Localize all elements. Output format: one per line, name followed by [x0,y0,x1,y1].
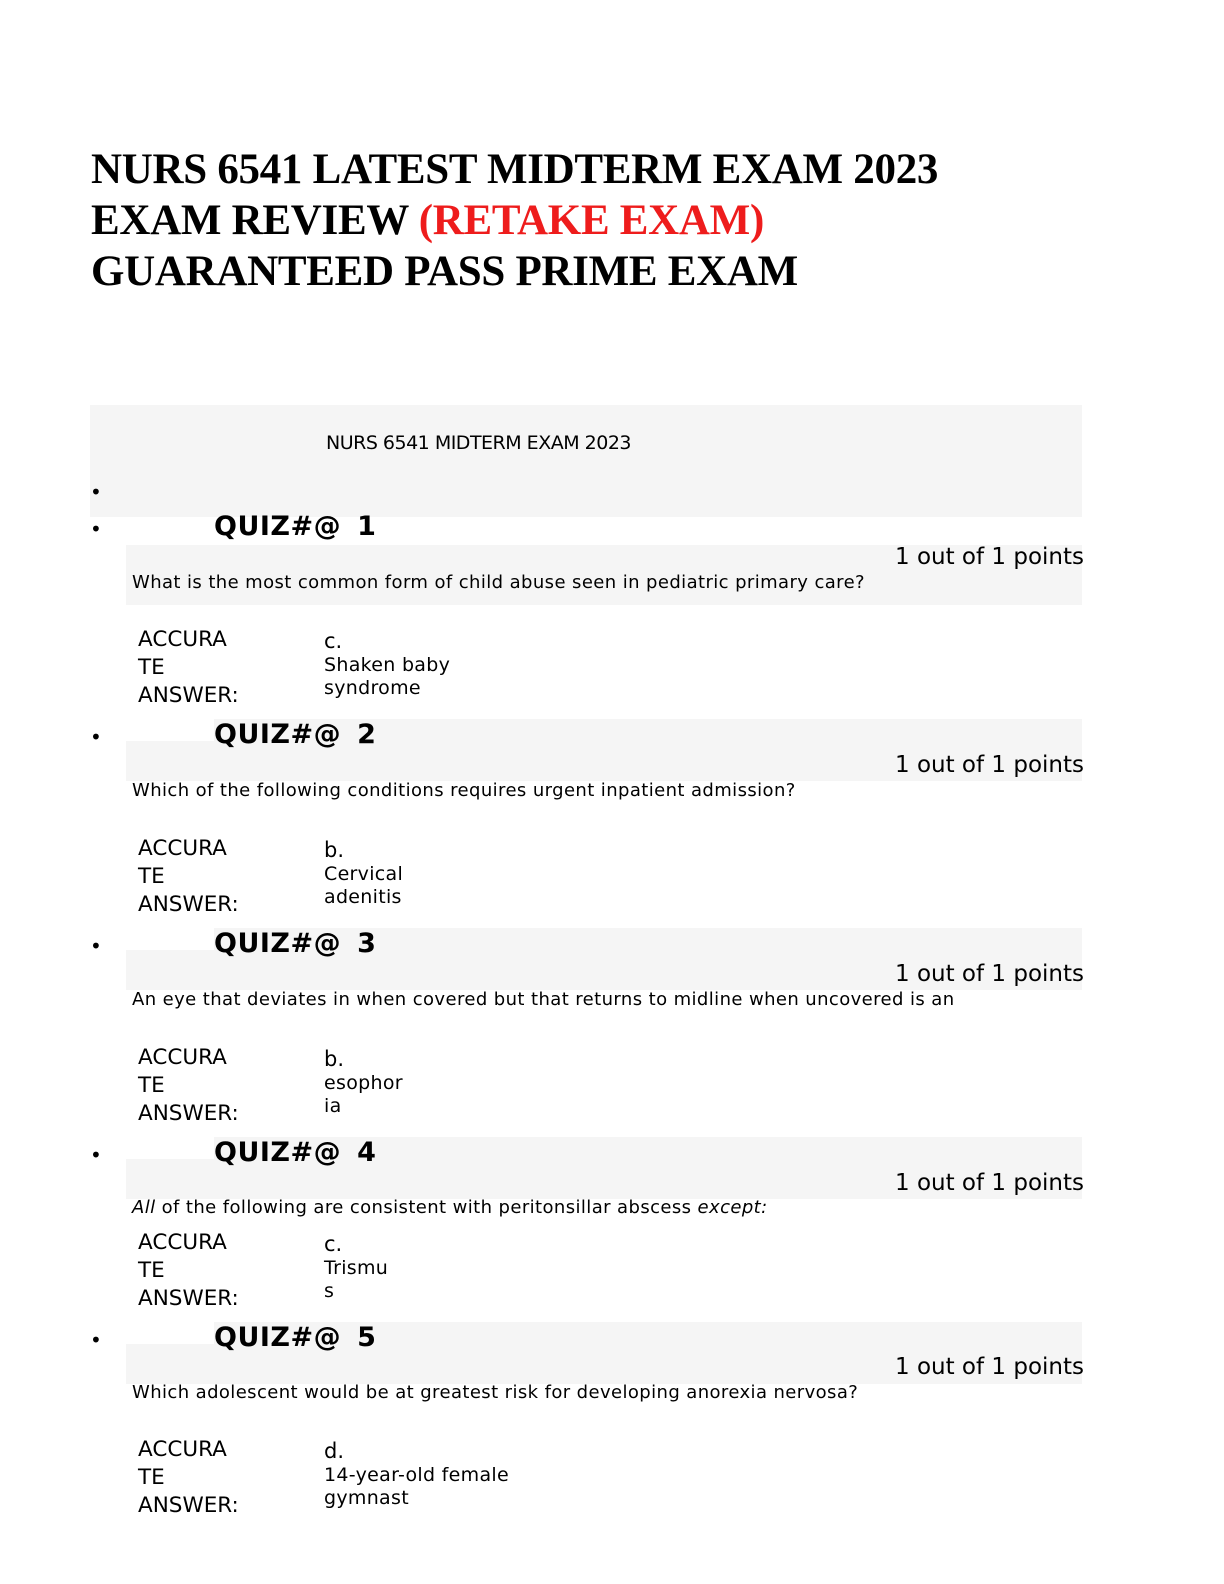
answer-label-line-1: ACCURA [138,836,227,861]
quiz-4-answer-letter: c. [324,1232,343,1256]
quiz-4-question-all: All [132,1197,156,1218]
answer-label-line-2: TE [138,1258,165,1283]
quiz-4-number: 4 [357,1137,377,1168]
quiz-5-question: Which adolescent would be at greatest risk for developing anorexia nervosa? [132,1382,859,1403]
quiz-3-answer-letter: b. [324,1047,345,1071]
exam-subtitle: NURS 6541 MIDTERM EXAM 2023 [326,432,631,454]
quiz-2-number: 2 [357,719,377,750]
quiz-3-answer-label [138,1044,239,1128]
answer-label-line-2: TE [138,655,165,680]
quiz-5-answer-line-2: gymnast [324,1487,409,1509]
quiz-1-question: What is the most common form of child abuse seen in pediatric primary care? [132,572,866,593]
quiz-2-answer-letter: b. [324,838,345,862]
quiz-2-points: 1 out of 1 points [895,752,1084,778]
title-line-3: GUARANTEED PASS PRIME EXAM [91,248,798,295]
quiz-3-number: 3 [357,928,377,959]
quiz-3-points: 1 out of 1 points [895,961,1084,987]
answer-label-line-2: TE [138,1073,165,1098]
quiz-5-answer-label [138,1436,239,1520]
quiz-4-answer-line-2: s [324,1280,335,1302]
document-title [91,144,938,297]
quiz-4-answer [324,1231,388,1303]
quiz-2-heading [214,719,376,750]
quiz-1-answer-line-2: syndrome [324,677,421,699]
quiz-4-question-except: except: [697,1197,768,1218]
quiz-5-bullet: • [90,1328,102,1352]
quiz-1-bullet: • [90,517,102,541]
quiz-3-answer-line-1: esophor [324,1072,403,1094]
answer-label-line-1: ACCURA [138,1045,227,1070]
answer-label-line-3: ANSWER: [138,1286,239,1311]
title-line-2 [91,195,938,246]
title-line-1: NURS 6541 LATEST MIDTERM EXAM 2023 [91,146,939,193]
answer-label-line-2: TE [138,1465,165,1490]
subtitle-panel [90,405,1082,517]
quiz-2-answer-line-1: Cervical [324,863,404,885]
answer-label-line-3: ANSWER: [138,1493,239,1518]
quiz-3-question: An eye that deviates in when covered but that returns to midline when uncovered is an [132,989,955,1010]
quiz-3-answer [324,1046,403,1118]
quiz-4-question-body: of the following are consistent with peritonsillar abscess [155,1197,698,1218]
answer-label-line-3: ANSWER: [138,683,239,708]
answer-label-line-3: ANSWER: [138,1101,239,1126]
quiz-3-answer-line-2: ia [324,1095,342,1117]
quiz-2-answer-line-2: adenitis [324,886,402,908]
quiz-5-points: 1 out of 1 points [895,1354,1084,1380]
quiz-5-heading [214,1322,376,1353]
quiz-4-question [132,1197,768,1218]
quiz-2-bullet: • [90,725,102,749]
quiz-1-heading [214,511,376,542]
title-line-2-text: EXAM REVIEW [91,197,419,244]
quiz-4-heading-label: QUIZ#@ [214,1137,342,1168]
quiz-1-points: 1 out of 1 points [895,544,1084,570]
quiz-3-heading-label: QUIZ#@ [214,928,342,959]
answer-label-line-1: ACCURA [138,1230,227,1255]
answer-label-line-1: ACCURA [138,1437,227,1462]
quiz-3-bullet: • [90,934,102,958]
quiz-1-answer-label [138,626,239,710]
quiz-2-answer-label [138,835,239,919]
quiz-2-question: Which of the following conditions requires urgent inpatient admission? [132,780,796,801]
answer-label-line-1: ACCURA [138,627,227,652]
answer-label-line-2: TE [138,864,165,889]
quiz-4-bullet: • [90,1143,102,1167]
quiz-5-answer [324,1438,509,1510]
empty-bullet: • [90,480,102,504]
quiz-4-points: 1 out of 1 points [895,1170,1084,1196]
answer-label-line-3: ANSWER: [138,892,239,917]
quiz-4-answer-line-1: Trismu [324,1257,389,1279]
quiz-1-answer-letter: c. [324,629,343,653]
quiz-5-heading-label: QUIZ#@ [214,1322,342,1353]
retake-exam-label: (RETAKE EXAM) [418,197,764,244]
quiz-1-heading-label: QUIZ#@ [214,511,342,542]
quiz-2-answer [324,837,403,909]
quiz-4-answer-label [138,1229,239,1313]
quiz-1-answer-line-1: Shaken baby [324,654,451,676]
quiz-5-number: 5 [357,1322,377,1353]
quiz-5-answer-line-1: 14-year-old female [324,1464,509,1486]
quiz-5-answer-letter: d. [324,1439,345,1463]
quiz-4-heading [214,1137,376,1168]
quiz-1-answer [324,628,450,700]
quiz-2-heading-label: QUIZ#@ [214,719,342,750]
quiz-3-heading [214,928,376,959]
quiz-1-number: 1 [357,511,377,542]
